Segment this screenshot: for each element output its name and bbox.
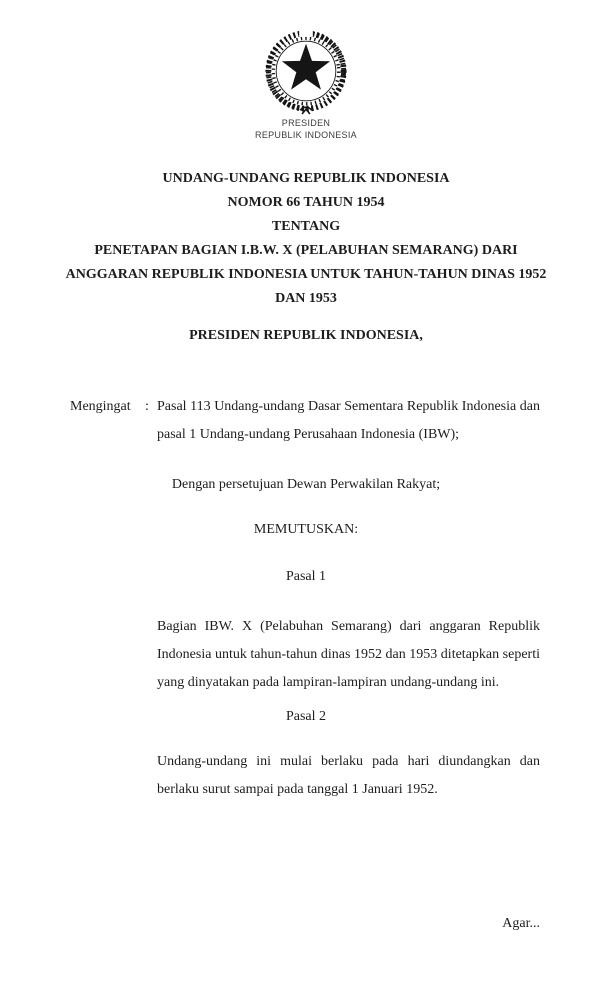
presidential-seal-icon (261, 30, 351, 116)
decision-heading: MEMUTUSKAN: (253, 522, 359, 537)
considerations-block (70, 393, 540, 449)
seal-caption-line-republik: REPUBLIK INDONESIA (255, 129, 357, 140)
title-line-2: NOMOR 66 TAHUN 1954 (227, 195, 385, 210)
article-heading: Pasal 1 (285, 569, 327, 584)
title-line-5: ANGGARAN REPUBLIK INDONESIA UNTUK TAHUN-TAHUN DINAS 1952 (65, 267, 547, 282)
considering-text: Pasal 113 Undang-undang Dasar Sementara Republik Indonesia dan pasal 1 Undang-undang Perusahaan Indonesia (IBW); (157, 399, 540, 442)
article-body: Bagian IBW. X (Pelabuhan Semarang) dari anggaran Republik Indonesia untuk tahun-tahun dinas 1952 dan 1953 ditetapkan seperti yang dinyatakan pada lampiran-lampiran undang-undang ini. (157, 619, 540, 690)
article-heading: Pasal 2 (285, 709, 327, 724)
article-body: Undang-undang ini mulai berlaku pada hari diundangkan dan berlaku surut sampai pada tanggal 1 Januari 1952. (157, 754, 540, 797)
title-line-6: DAN 1953 (275, 291, 337, 306)
article-pasal-2 (0, 703, 612, 804)
star-icon (282, 44, 330, 90)
wreath-top-gap (299, 30, 313, 37)
seal-caption-line-presiden: PRESIDEN (281, 118, 331, 128)
considering-colon: : (145, 399, 149, 414)
title-line-1: UNDANG-UNDANG REPUBLIK INDONESIA (162, 171, 450, 186)
letterhead (0, 0, 612, 141)
title-line-4: PENETAPAN BAGIAN I.B.W. X (PELABUHAN SEMARANG) DARI (94, 243, 518, 258)
article-pasal-1 (0, 563, 612, 697)
catchword: Agar... (502, 916, 540, 931)
considering-label: Mengingat (70, 399, 131, 414)
law-title (0, 167, 612, 311)
opening-salutation: PRESIDEN REPUBLIK INDONESIA, (189, 328, 423, 343)
seal-caption (0, 118, 612, 141)
title-line-3: TENTANG (271, 219, 341, 234)
agreement-line: Dengan persetujuan Dewan Perwakilan Rakyat; (171, 477, 441, 492)
